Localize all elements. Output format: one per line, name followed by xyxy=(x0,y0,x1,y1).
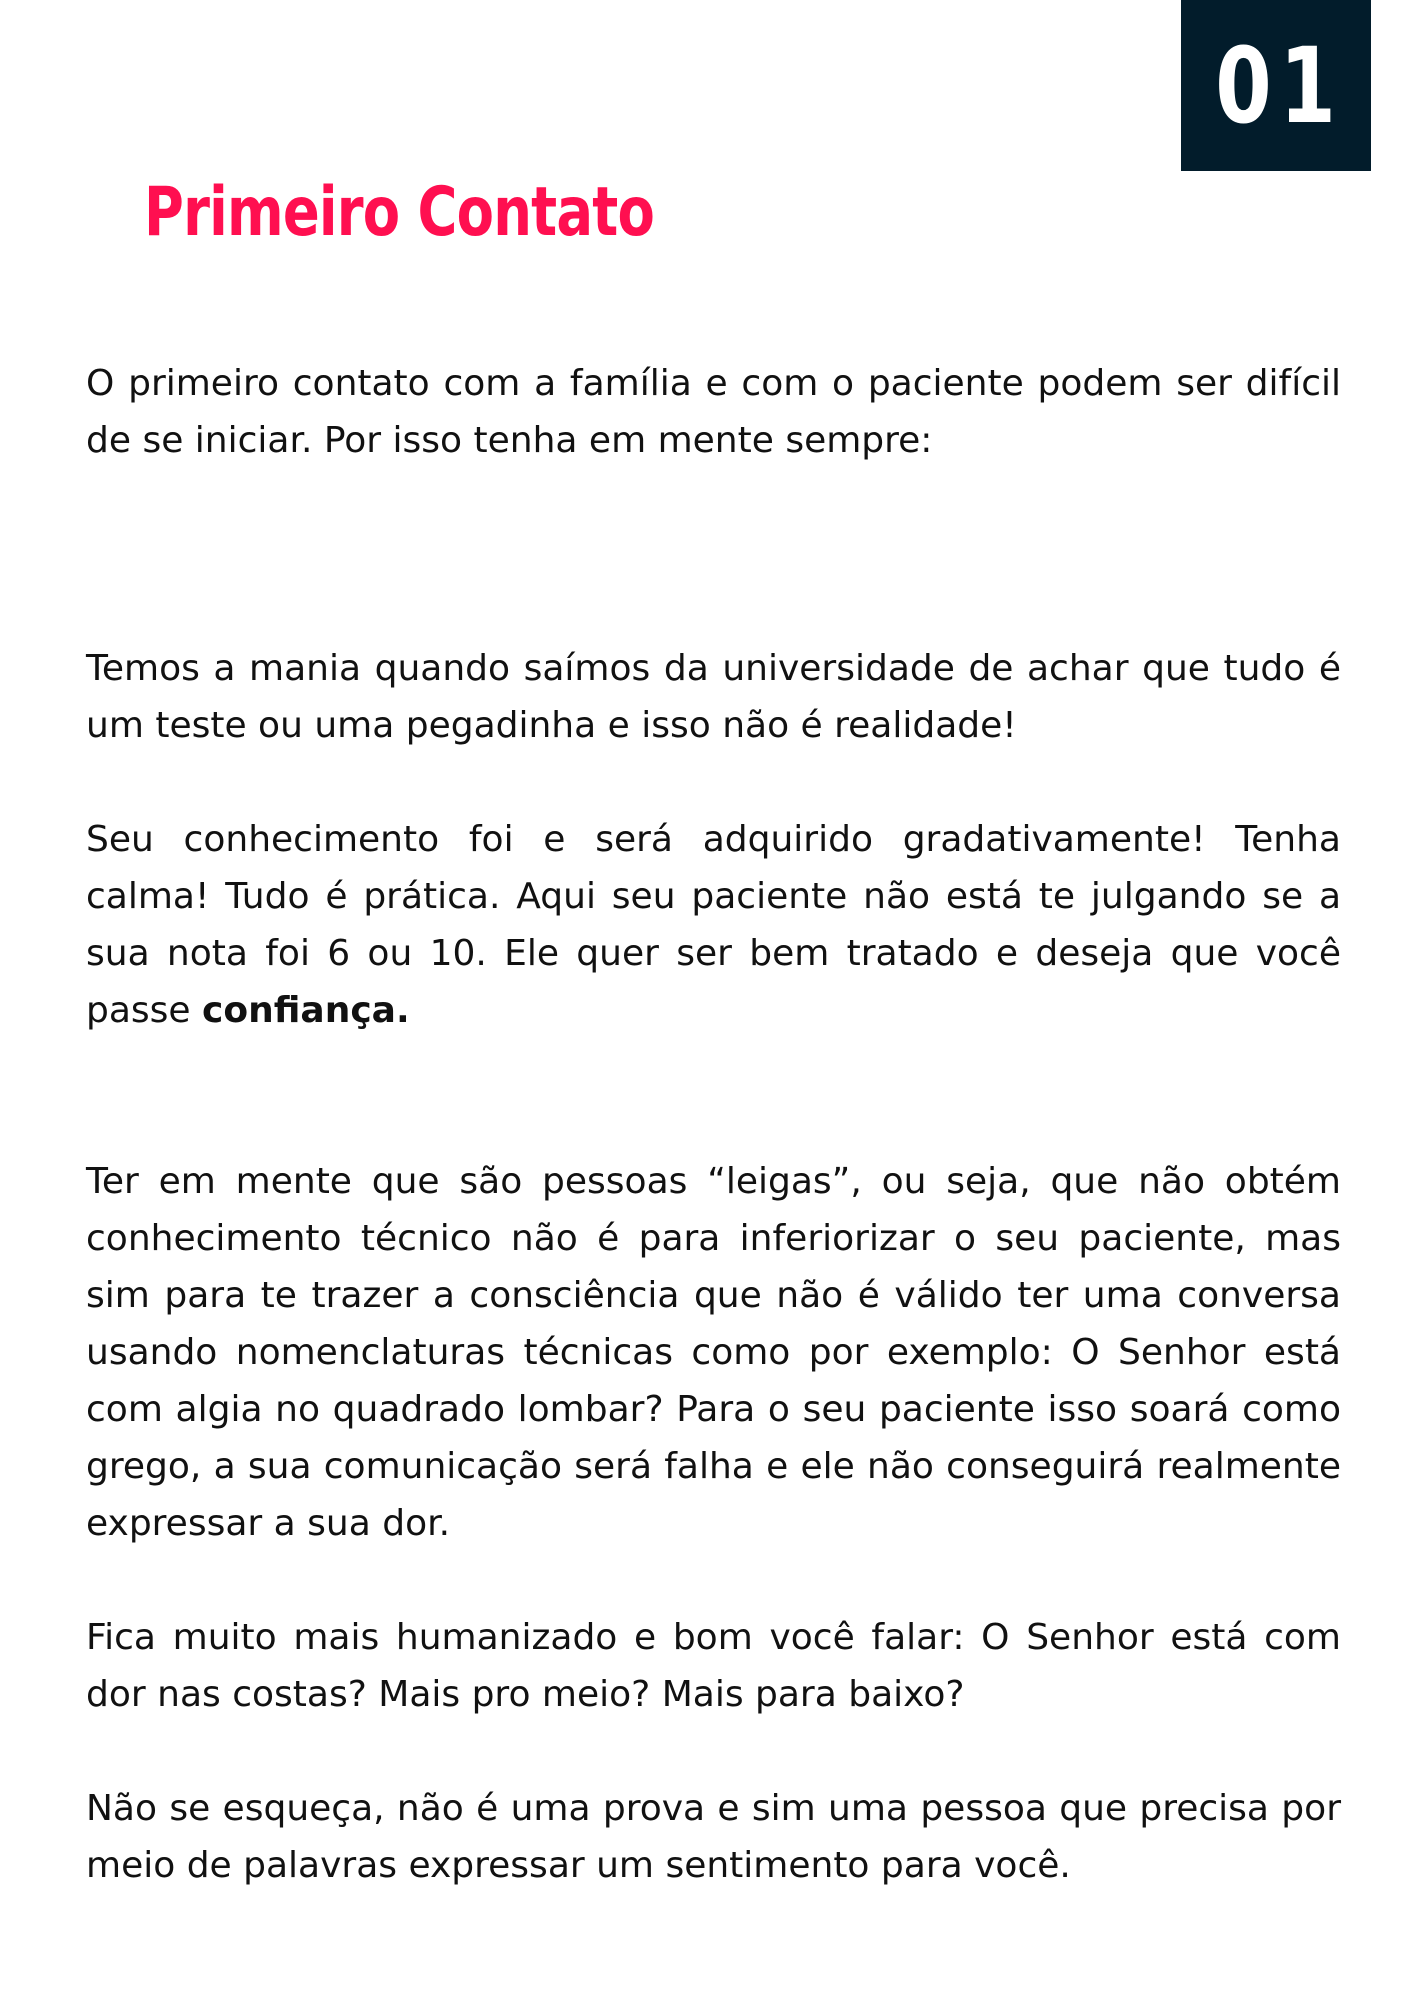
paragraph-university: Temos a mania quando saímos da universidade de achar que tudo é um teste ou uma pegadinha e isso não é realidade! xyxy=(86,648,1341,746)
spacer xyxy=(86,1552,1341,1609)
emphasis-confianca: confiança. xyxy=(202,990,410,1031)
page-content xyxy=(86,355,1341,1894)
paragraph-intro: O primeiro contato com a família e com o paciente podem ser difícil de se iniciar. Por isso tenha em mente sempre: xyxy=(86,363,1341,461)
paragraph-knowledge-text: Seu conhecimento foi e será adquirido gradativamente! Tenha calma! Tudo é prática. Aqui seu paciente não está te julgando se a sua nota foi 6 ou 10. Ele quer ser bem tratado e deseja que você passe xyxy=(86,819,1341,1031)
spacer xyxy=(86,1039,1341,1153)
spacer xyxy=(86,754,1341,811)
page-number: 01 xyxy=(1214,24,1344,147)
spacer xyxy=(86,1723,1341,1780)
paragraph-humanized: Fica muito mais humanizado e bom você falar: O Senhor está com dor nas costas? Mais pro meio? Mais para baixo? xyxy=(86,1617,1341,1715)
paragraph-lay-people: Ter em mente que são pessoas “leigas”, ou seja, que não obtém conhecimento técnico não é para inferiorizar o seu paciente, mas sim para te trazer a consciência que não é válido ter uma conversa usando nomenclaturas técnicas como por exemplo: O Senhor está com algia no quadrado lombar? Para o seu paciente isso soará como grego, a sua comunicação será falha e ele não conseguirá realmente expressar a sua dor. xyxy=(86,1161,1341,1544)
page-number-badge xyxy=(1181,0,1371,171)
page-title: Primeiro Contato xyxy=(144,173,655,252)
spacer xyxy=(86,469,1341,640)
paragraph-knowledge xyxy=(86,811,1341,1039)
paragraph-reminder: Não se esqueça, não é uma prova e sim uma pessoa que precisa por meio de palavras expressar um sentimento para você. xyxy=(86,1788,1341,1886)
